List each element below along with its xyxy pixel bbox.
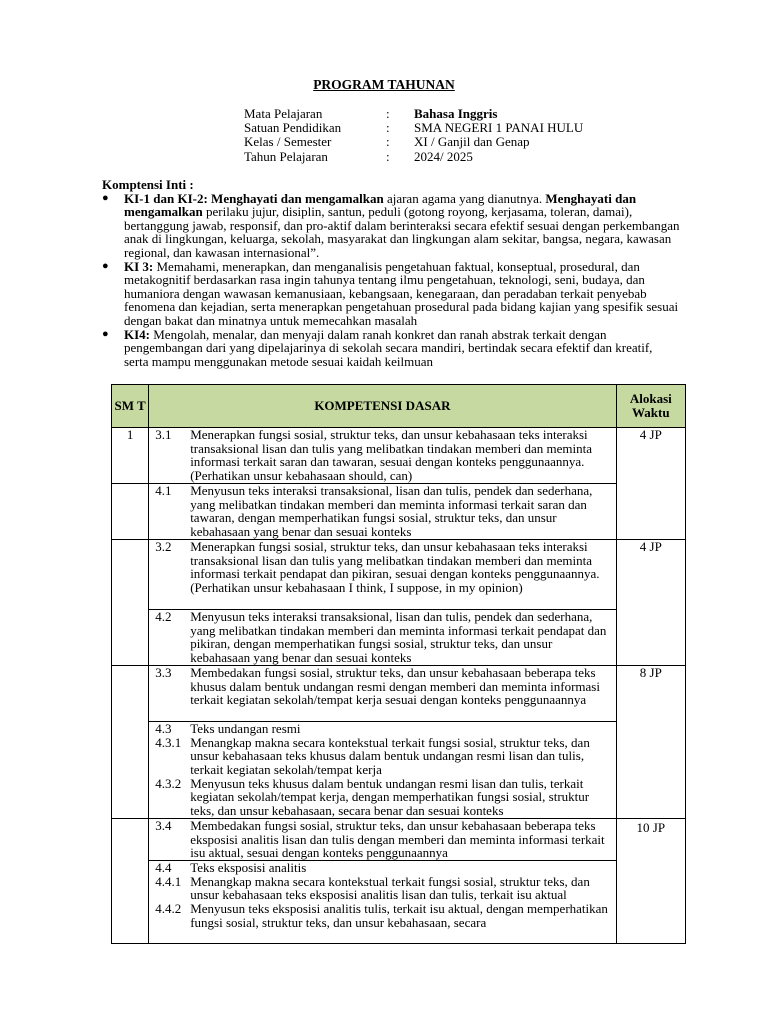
- kd-cell: [149, 818, 616, 860]
- table-row: [112, 665, 686, 721]
- kd-item: [149, 875, 615, 902]
- kd-item: [149, 861, 615, 875]
- info-separator: :: [386, 120, 390, 136]
- ki-item-3: [102, 260, 680, 328]
- kd-item: [149, 428, 615, 483]
- kd-cell: [149, 484, 616, 540]
- table-header-row: [112, 385, 686, 428]
- kd-item: [149, 777, 615, 818]
- ki-text: ajaran agama yang dianutnya.: [386, 190, 543, 206]
- info-row-subject: [244, 107, 583, 121]
- info-row-school: [244, 121, 583, 135]
- kd-item: [149, 819, 615, 860]
- alokasi-cell: 4 JP: [616, 539, 685, 665]
- ki-text: Memahami, menerapkan, dan menganalisis pengetahuan faktual, konseptual, prosedural, dan metakognitif berdasarkan rasa ingin tahunya tentang ilmu pengetahuan, teknologi, seni, budaya, dan humaniora dengan wawasan kemanusiaan, kebangsaan, kenegaraan, dan peradaban terkait penyebab fenomena dan kejadian, serta menerapkan pengetahuan prosedural pada bidang kajian yang spesifik sesuai dengan bakat dan minatnya untuk memecahkan masalah: [124, 258, 679, 328]
- semester-cell-empty: [112, 818, 149, 943]
- alokasi-cell: 8 JP: [616, 665, 685, 818]
- kd-item: [149, 736, 615, 777]
- kd-item: [149, 484, 615, 539]
- semester-cell-empty: [112, 484, 149, 540]
- ki-label: KI-1 dan KI-2:: [124, 190, 208, 206]
- page-title: PROGRAM TAHUNAN: [313, 77, 455, 92]
- info-value: SMA NEGERI 1 PANAI HULU: [414, 120, 584, 136]
- table-row: [112, 721, 686, 818]
- table-row: [112, 609, 686, 665]
- table-row: [112, 484, 686, 540]
- table-row: [112, 428, 686, 484]
- info-value: Bahasa Inggris: [414, 106, 498, 121]
- kd-number: 4.4: [155, 859, 172, 875]
- semester-cell-empty: [112, 539, 149, 665]
- kd-text: Menerapkan fungsi sosial, struktur teks, dan unsur kebahasaan teks interaksi transaksional lisan dan tulis yang melibatkan tindakan memberi dan meminta informasi terkait saran dan tawaran, sesuai dengan konteks penggunaannya. (Perhatikan unsur kebahasaan should, can): [190, 427, 593, 484]
- kd-item: [149, 902, 615, 929]
- ki-bold-text: Menghayati dan mengamalkan: [124, 190, 637, 220]
- kd-item: [149, 666, 615, 707]
- header-alokasi: Alokasi Waktu: [616, 385, 685, 428]
- kd-number: 4.4.2: [155, 901, 182, 917]
- table-row: [112, 818, 686, 860]
- semester-cell: 1: [112, 428, 149, 484]
- semester-cell-empty: [112, 665, 149, 818]
- ki-text: perilaku jujur, disiplin, santun, peduli (gotong royong, kerjasama, toleran, damai), bertanggung jawab, responsif, dan pro-aktif dalam berinteraksi secara efektif sesuai dengan perkembangan anak di lingkungan, keluarga, sekolah, masyarakat dan lingkungan alam sekitar, bangsa, negara, kawasan regional, dan kawasan internasional”.: [124, 204, 680, 260]
- info-block: [244, 107, 583, 164]
- ki-item-4: [102, 328, 680, 369]
- info-separator: :: [386, 106, 390, 121]
- kd-cell: [149, 539, 616, 609]
- kd-cell: [149, 860, 616, 943]
- kd-number: 3.4: [155, 817, 172, 833]
- table-row: [112, 860, 686, 943]
- kd-number: 4.3: [155, 720, 172, 736]
- kd-number: 4.1: [155, 483, 172, 498]
- kd-item: [149, 540, 615, 595]
- info-value: XI / Ganjil dan Genap: [414, 134, 530, 150]
- kd-text: Membedakan fungsi sosial, struktur teks, dan unsur kebahasaan beberapa teks eksposisi analitis lisan dan tulis dengan memberi dan meminta informasi terkait isu aktual, sesuai dengan konteks penggunaannya: [190, 817, 605, 861]
- kd-cell: [149, 721, 616, 818]
- kd-text: Menangkap makna secara kontekstual terkait fungsi sosial, struktur teks, dan unsur kebahasaan teks khusus dalam bentuk undangan resmi lisan dan tulis, terkait kegiatan sekolah/tempat kerja: [190, 734, 590, 777]
- header-smt: SM T: [112, 385, 149, 428]
- ki-label: KI 3:: [124, 258, 154, 274]
- kd-cell: [149, 609, 616, 665]
- kd-text: Menangkap makna secara kontekstual terkait fungsi sosial, struktur teks, dan unsur kebahasaan teks eksposisi analitis lisan dan tulis, terkait isu aktual: [190, 873, 590, 903]
- info-value: 2024/ 2025: [414, 148, 473, 164]
- kd-text: Menerapkan fungsi sosial, struktur teks, dan unsur kebahasaan teks interaksi transaksional lisan dan tulis yang melibatkan tindakan memberi dan meminta informasi terkait pendapat dan pikiran, sesuai dengan konteks penggunaannya. (Perhatikan unsur kebahasaan I think, I suppose, in my opinion): [190, 538, 600, 595]
- info-separator: :: [386, 134, 390, 150]
- kd-number: 3.2: [155, 538, 172, 554]
- kd-cell: [149, 428, 616, 484]
- kd-text: Menyusun teks khusus dalam bentuk undangan resmi lisan dan tulis, terkait kegiatan sekolah/tempat kerja, dengan memperhatikan fungsi sosial, struktur teks, dan unsur kebahasaan, secara benar dan sesuai konteks: [190, 775, 590, 819]
- kompetensi-inti-section: [102, 178, 680, 368]
- bullet-icon: ●: [102, 327, 109, 340]
- kd-text: Teks undangan resmi: [190, 720, 301, 736]
- alokasi-cell: 10 JP: [616, 818, 685, 943]
- kompetensi-dasar-table: [111, 384, 686, 944]
- kd-number: 3.3: [155, 664, 172, 680]
- header-kd: KOMPETENSI DASAR: [149, 385, 616, 428]
- ki-label: KI4:: [124, 326, 150, 342]
- ki-text: Mengolah, menalar, dan menyaji dalam ranah konkret dan ranah abstrak terkait dengan pengembangan dari yang dipelajarinya di sekolah secara mandiri, bertindak secara efektif dan kreatif, serta mampu menggunakan metode sesuai kaidah keilmuan: [124, 326, 653, 369]
- kd-text: Teks eksposisi analitis: [190, 859, 307, 875]
- kd-text: Menyusun teks eksposisi analitis tulis, terkait isu aktual, dengan memperhatikan fungsi sosial, struktur teks, dan unsur kebahasaan, secara: [190, 901, 608, 930]
- info-separator: :: [386, 148, 390, 164]
- bullet-icon: ●: [102, 191, 109, 204]
- info-row-year: [244, 150, 583, 164]
- info-row-class: [244, 135, 583, 149]
- kd-item: [149, 610, 615, 665]
- kd-text: Menyusun teks interaksi transaksional, lisan dan tulis, pendek dan sederhana, yang melibatkan tindakan memberi dan meminta informasi terkait saran dan tawaran, dengan memperhatikan fungsi sosial, struktur teks, dan unsur kebahasaan yang benar dan sesuai konteks: [190, 483, 593, 540]
- ki-heading: Komptensi Inti :: [102, 177, 194, 192]
- kd-text: Membedakan fungsi sosial, struktur teks, dan unsur kebahasaan beberapa teks khusus dalam bentuk undangan resmi dengan memberi dan meminta informasi terkait kegiatan sekolah/tempat kerja sesuai dengan konteks penggunaannya: [190, 664, 600, 708]
- table-row: [112, 539, 686, 609]
- ki-item-1: [102, 192, 680, 260]
- ki-bold-text: Menghayati dan mengamalkan: [211, 190, 384, 206]
- kd-cell: [149, 665, 616, 721]
- bullet-icon: ●: [102, 259, 109, 272]
- kd-number: 3.1: [155, 427, 172, 442]
- kd-number: 4.3.2: [155, 775, 182, 791]
- kd-text: Menyusun teks interaksi transaksional, lisan dan tulis, pendek dan sederhana, yang melibatkan tindakan memberi dan meminta informasi terkait pendapat dan pikiran, dengan memperhatikan fungsi sosial, struktur teks, dan unsur kebahasaan yang benar dan sesuai konteks: [190, 608, 607, 665]
- kd-number: 4.2: [155, 608, 172, 624]
- info-label: Mata Pelajaran: [244, 106, 323, 121]
- info-label: Satuan Pendidikan: [244, 120, 342, 136]
- kd-number: 4.3.1: [155, 734, 182, 750]
- kd-number: 4.4.1: [155, 873, 182, 889]
- kd-item: [149, 722, 615, 736]
- info-label: Kelas / Semester: [244, 134, 332, 150]
- alokasi-cell: 4 JP: [616, 428, 685, 540]
- info-label: Tahun Pelajaran: [244, 148, 328, 164]
